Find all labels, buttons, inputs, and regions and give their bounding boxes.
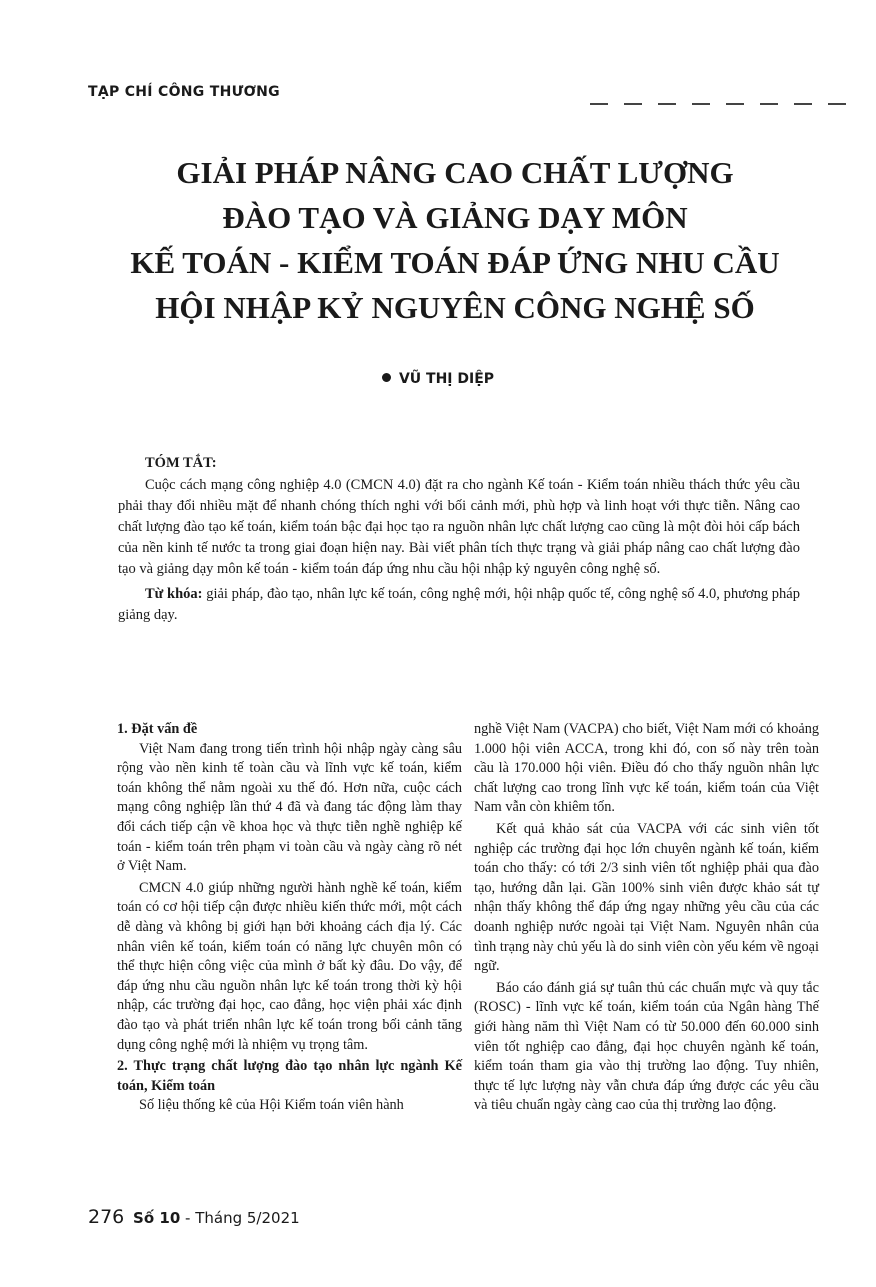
paragraph: CMCN 4.0 giúp những người hành nghề kế toán, kiểm toán có cơ hội tiếp cận được nhiều kiến thức mới, một cách dễ dàng và không bị giới hạn bởi khoảng cách địa lý. Các nhân viên kế toán, kiểm toán có năng lực chuyên môn có thể thực hiện công việc của mình ở bất kỳ đâu. Do vậy, để đáp ứng nhu cầu nguồn nhân lực kế toán trong thời kỳ hội nhập, các trường đại học, cao đẳng, học viện phải xác định đào tạo và phát triển nhân lực kế toán trong bối cảnh tăng dụng công nghệ mới là nhiệm vụ trọng tâm. <box>117 879 462 1053</box>
right-column <box>474 720 819 1118</box>
abstract-body: Cuộc cách mạng công nghiệp 4.0 (CMCN 4.0) đặt ra cho ngành Kế toán - Kiểm toán nhiều thách thức yêu cầu phải thay đổi nhiều mặt để nhanh chóng thích nghi với bối cảnh mới, phù hợp và linh hoạt với thực tiễn. Nâng cao chất lượng đào tạo kế toán, kiểm toán bậc đại học tạo ra nguồn nhân lực chất lượng cao cũng là một đòi hỏi cấp bách của nền kinh tế nước ta trong giai đoạn hiện nay. Bài viết phân tích thực trạng và giải pháp nâng cao chất lượng đào tạo và giảng dạy môn kế toán - kiểm toán đáp ứng nhu cầu hội nhập kỷ nguyên công nghệ số. <box>118 477 800 577</box>
title-line: GIẢI PHÁP NÂNG CAO CHẤT LƯỢNG <box>176 155 734 190</box>
header-dashed-rule <box>590 103 858 105</box>
paragraph: Báo cáo đánh giá sự tuân thủ các chuẩn mực và quy tắc (ROSC) - lĩnh vực kế toán, kiểm toán của Ngân hàng Thế giới hàng năm thì Việt Nam có từ 50.000 đến 60.000 sinh viên tốt nghiệp cao đẳng, đại học chuyên ngành kế toán, kiểm toán tham gia vào thị trường lao động. Tuy nhiên, thực tế lực lượng này vẫn chưa đáp ứng được các yêu cầu và tiêu chuẩn ngày càng cao của thị trường lao động. <box>474 979 819 1114</box>
title-line: ĐÀO TẠO VÀ GIẢNG DẠY MÔN <box>222 200 688 235</box>
abstract-heading: TÓM TẮT: <box>145 455 217 471</box>
keywords-text: giải pháp, đào tạo, nhân lực kế toán, công nghệ mới, hội nhập quốc tế, công nghệ số 4.0, phương pháp giảng dạy. <box>118 586 800 623</box>
paragraph: Kết quả khảo sát của VACPA với các sinh viên tốt nghiệp các trường đại học lớn chuyên ngành kế toán, kiểm toán cho thấy: có tới 2/3 sinh viên tốt nghiệp phải qua đào tạo, hướng dẫn lại. Gần 100% sinh viên được khảo sát tự nhận thấy không thể đáp ứng ngay những yêu cầu của các doanh nghiệp nước ngoài tại Việt Nam. Nguyên nhân của tình trạng này chủ yếu là do sinh viên còn yếu kém về ngoại ngữ. <box>474 820 819 975</box>
abstract <box>118 453 800 626</box>
page-footer <box>88 1206 300 1228</box>
keywords <box>118 584 800 626</box>
left-column <box>117 720 462 1118</box>
section-heading: 2. Thực trạng chất lượng đào tạo nhân lực ngành Kế toán, Kiểm toán <box>117 1058 462 1094</box>
issue-date: - Tháng 5/2021 <box>185 1209 300 1227</box>
journal-name: TẠP CHÍ CÔNG THƯƠNG <box>88 84 280 100</box>
paragraph: Số liệu thống kê của Hội Kiểm toán viên hành <box>139 1097 404 1114</box>
paragraph: nghề Việt Nam (VACPA) cho biết, Việt Nam mới có khoảng 1.000 hội viên ACCA, trong khi đó, con số này trên toàn cầu là 170.000 hội viên. Điều đó cho thấy nguồn nhân lực chất lượng cao trong lĩnh vực kế toán, kiểm toán của Việt Nam vẫn còn khiêm tốn. <box>474 721 819 816</box>
paragraph: Việt Nam đang trong tiến trình hội nhập ngày càng sâu rộng vào nền kinh tế toàn cầu và lĩnh vực kế toán, kiểm toán không thể nằm ngoài xu thế đó. Hơn nữa, cuộc cách mạng công nghiệp lần thứ 4 đã và đang tác động làm thay đổi cách tiếp cận về khoa học và thực tiễn nghề nghiệp kế toán - kiểm toán trên phạm vi toàn cầu và ngày càng rõ nét ở Việt Nam. <box>117 740 462 875</box>
title-line: HỘI NHẬP KỶ NGUYÊN CÔNG NGHỆ SỐ <box>155 290 755 325</box>
keywords-label: Từ khóa: <box>145 586 203 602</box>
page-number: 276 <box>88 1206 125 1228</box>
article-title <box>90 150 820 330</box>
author-name: VŨ THỊ DIỆP <box>398 371 495 387</box>
issue-number: Số 10 <box>133 1209 181 1227</box>
bullet-icon <box>382 373 391 382</box>
title-line: KẾ TOÁN - KIỂM TOÁN ĐÁP ỨNG NHU CẦU <box>130 245 780 280</box>
section-heading: 1. Đặt vấn đề <box>117 721 198 737</box>
author-line <box>0 371 876 387</box>
